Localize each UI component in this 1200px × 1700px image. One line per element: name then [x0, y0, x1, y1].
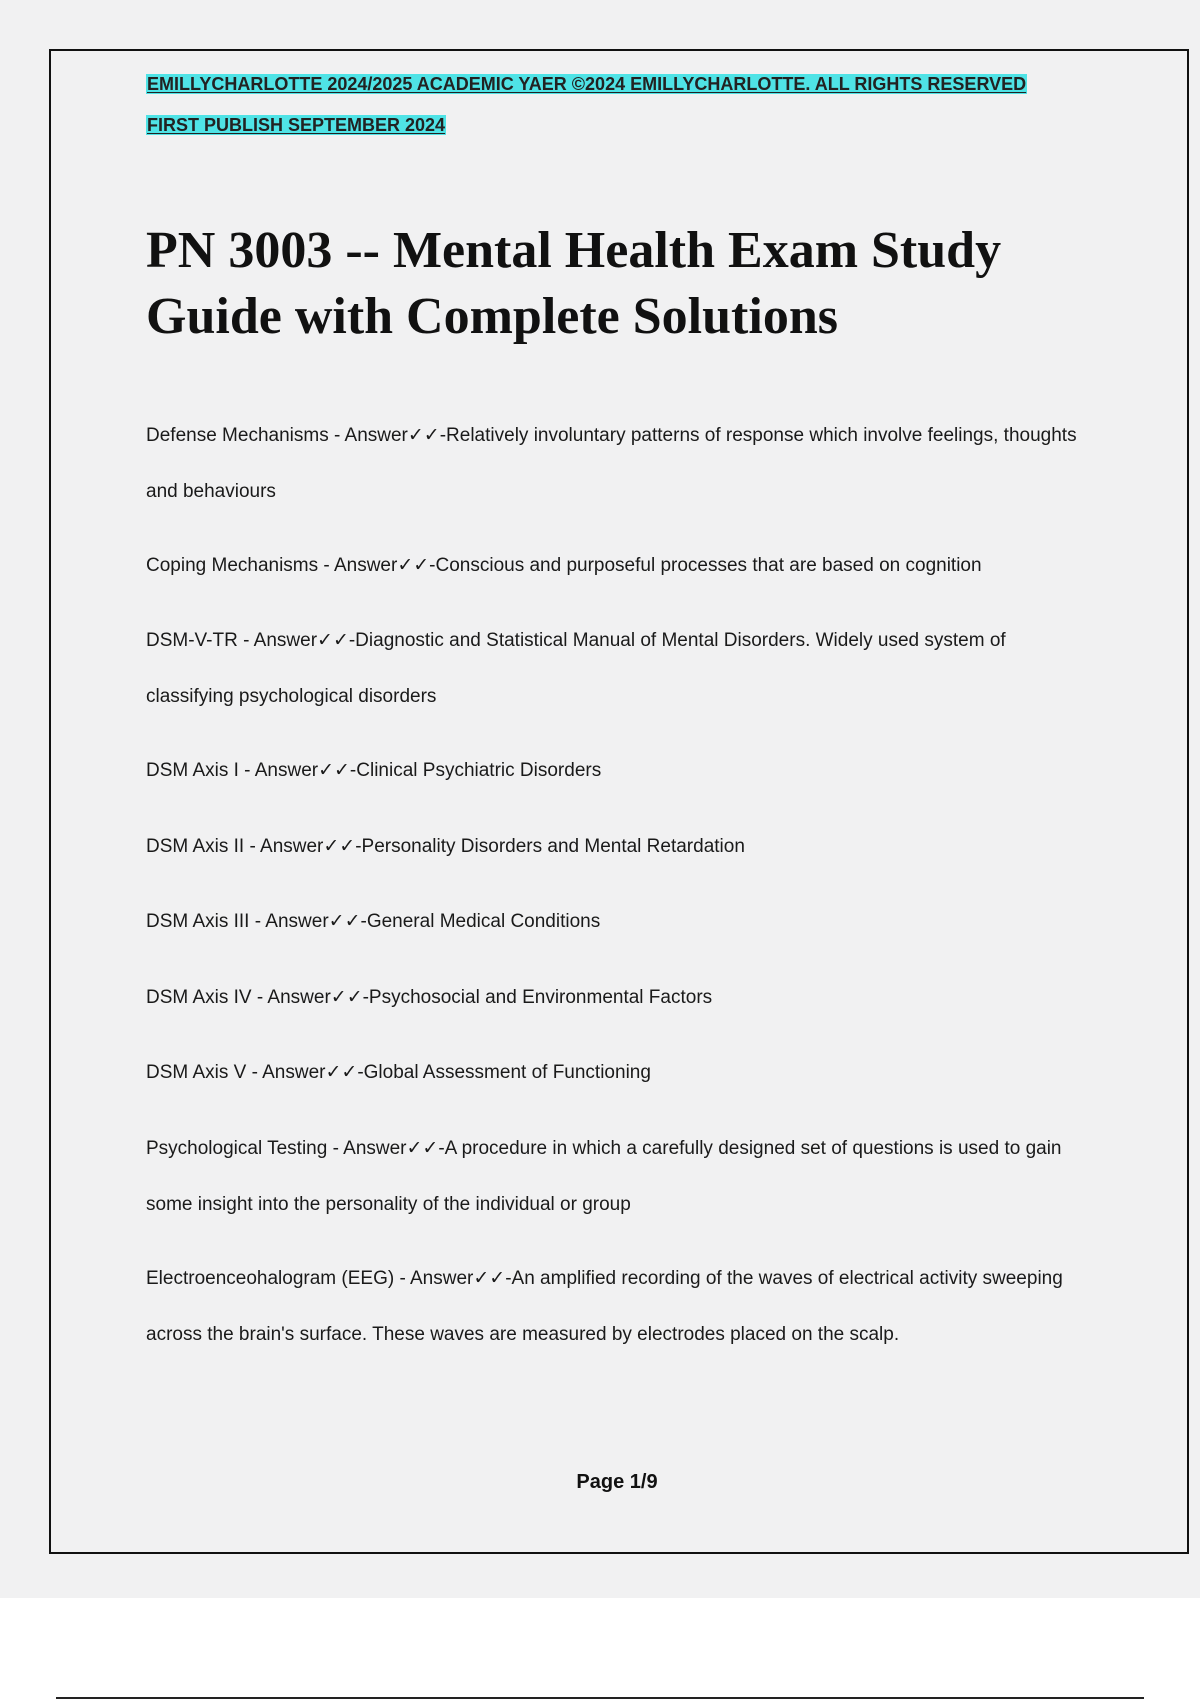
qa-entry-coping-mechanisms: Coping Mechanisms - Answer✓✓-Conscious and purposeful processes that are based on cognition — [146, 555, 982, 576]
qa-entry-psychological-testing: Psychological Testing - Answer✓✓-A procedure in which a carefully designed set of questions is used to gain some insight into the personality of the individual or group — [146, 1138, 1062, 1215]
qa-entry-eeg: Electroenceohalogram (EEG) - Answer✓✓-An amplified recording of the waves of electrical activity sweeping across the brain's surface. These waves are measured by electrodes placed on the scalp. — [146, 1268, 1063, 1345]
qa-entry-dsm-axis-3: DSM Axis III - Answer✓✓-General Medical Conditions — [146, 911, 601, 932]
qa-entry-dsm-axis-5: DSM Axis V - Answer✓✓-Global Assessment of Functioning — [146, 1062, 651, 1083]
qa-entry-dsm-axis-4: DSM Axis IV - Answer✓✓-Psychosocial and Environmental Factors — [146, 987, 713, 1008]
copyright-line: EMILLYCHARLOTTE 2024/2025 ACADEMIC YAER ©2024 EMILLYCHARLOTTE. ALL RIGHTS RESERVED — [147, 74, 1027, 94]
copyright-header — [146, 74, 1027, 95]
next-page-area — [0, 1598, 1200, 1700]
qa-entry-defense-mechanisms: Defense Mechanisms - Answer✓✓-Relatively involuntary patterns of response which involve feelings, thoughts and behaviours — [146, 425, 1077, 502]
qa-entry-dsm-axis-2: DSM Axis II - Answer✓✓-Personality Disorders and Mental Retardation — [146, 836, 745, 857]
qa-entry-dsm-v-tr: DSM-V-TR - Answer✓✓-Diagnostic and Statistical Manual of Mental Disorders. Widely used system of classifying psychological disorders — [146, 630, 1006, 707]
document-title: PN 3003 -- Mental Health Exam Study Guide with Complete Solutions — [146, 222, 1002, 345]
publish-line: FIRST PUBLISH SEPTEMBER 2024 — [147, 115, 446, 135]
publish-header — [146, 115, 446, 136]
next-page-rule — [56, 1697, 1144, 1699]
page-number: Page 1/9 — [576, 1471, 658, 1493]
qa-entry-dsm-axis-1: DSM Axis I - Answer✓✓-Clinical Psychiatric Disorders — [146, 760, 602, 781]
